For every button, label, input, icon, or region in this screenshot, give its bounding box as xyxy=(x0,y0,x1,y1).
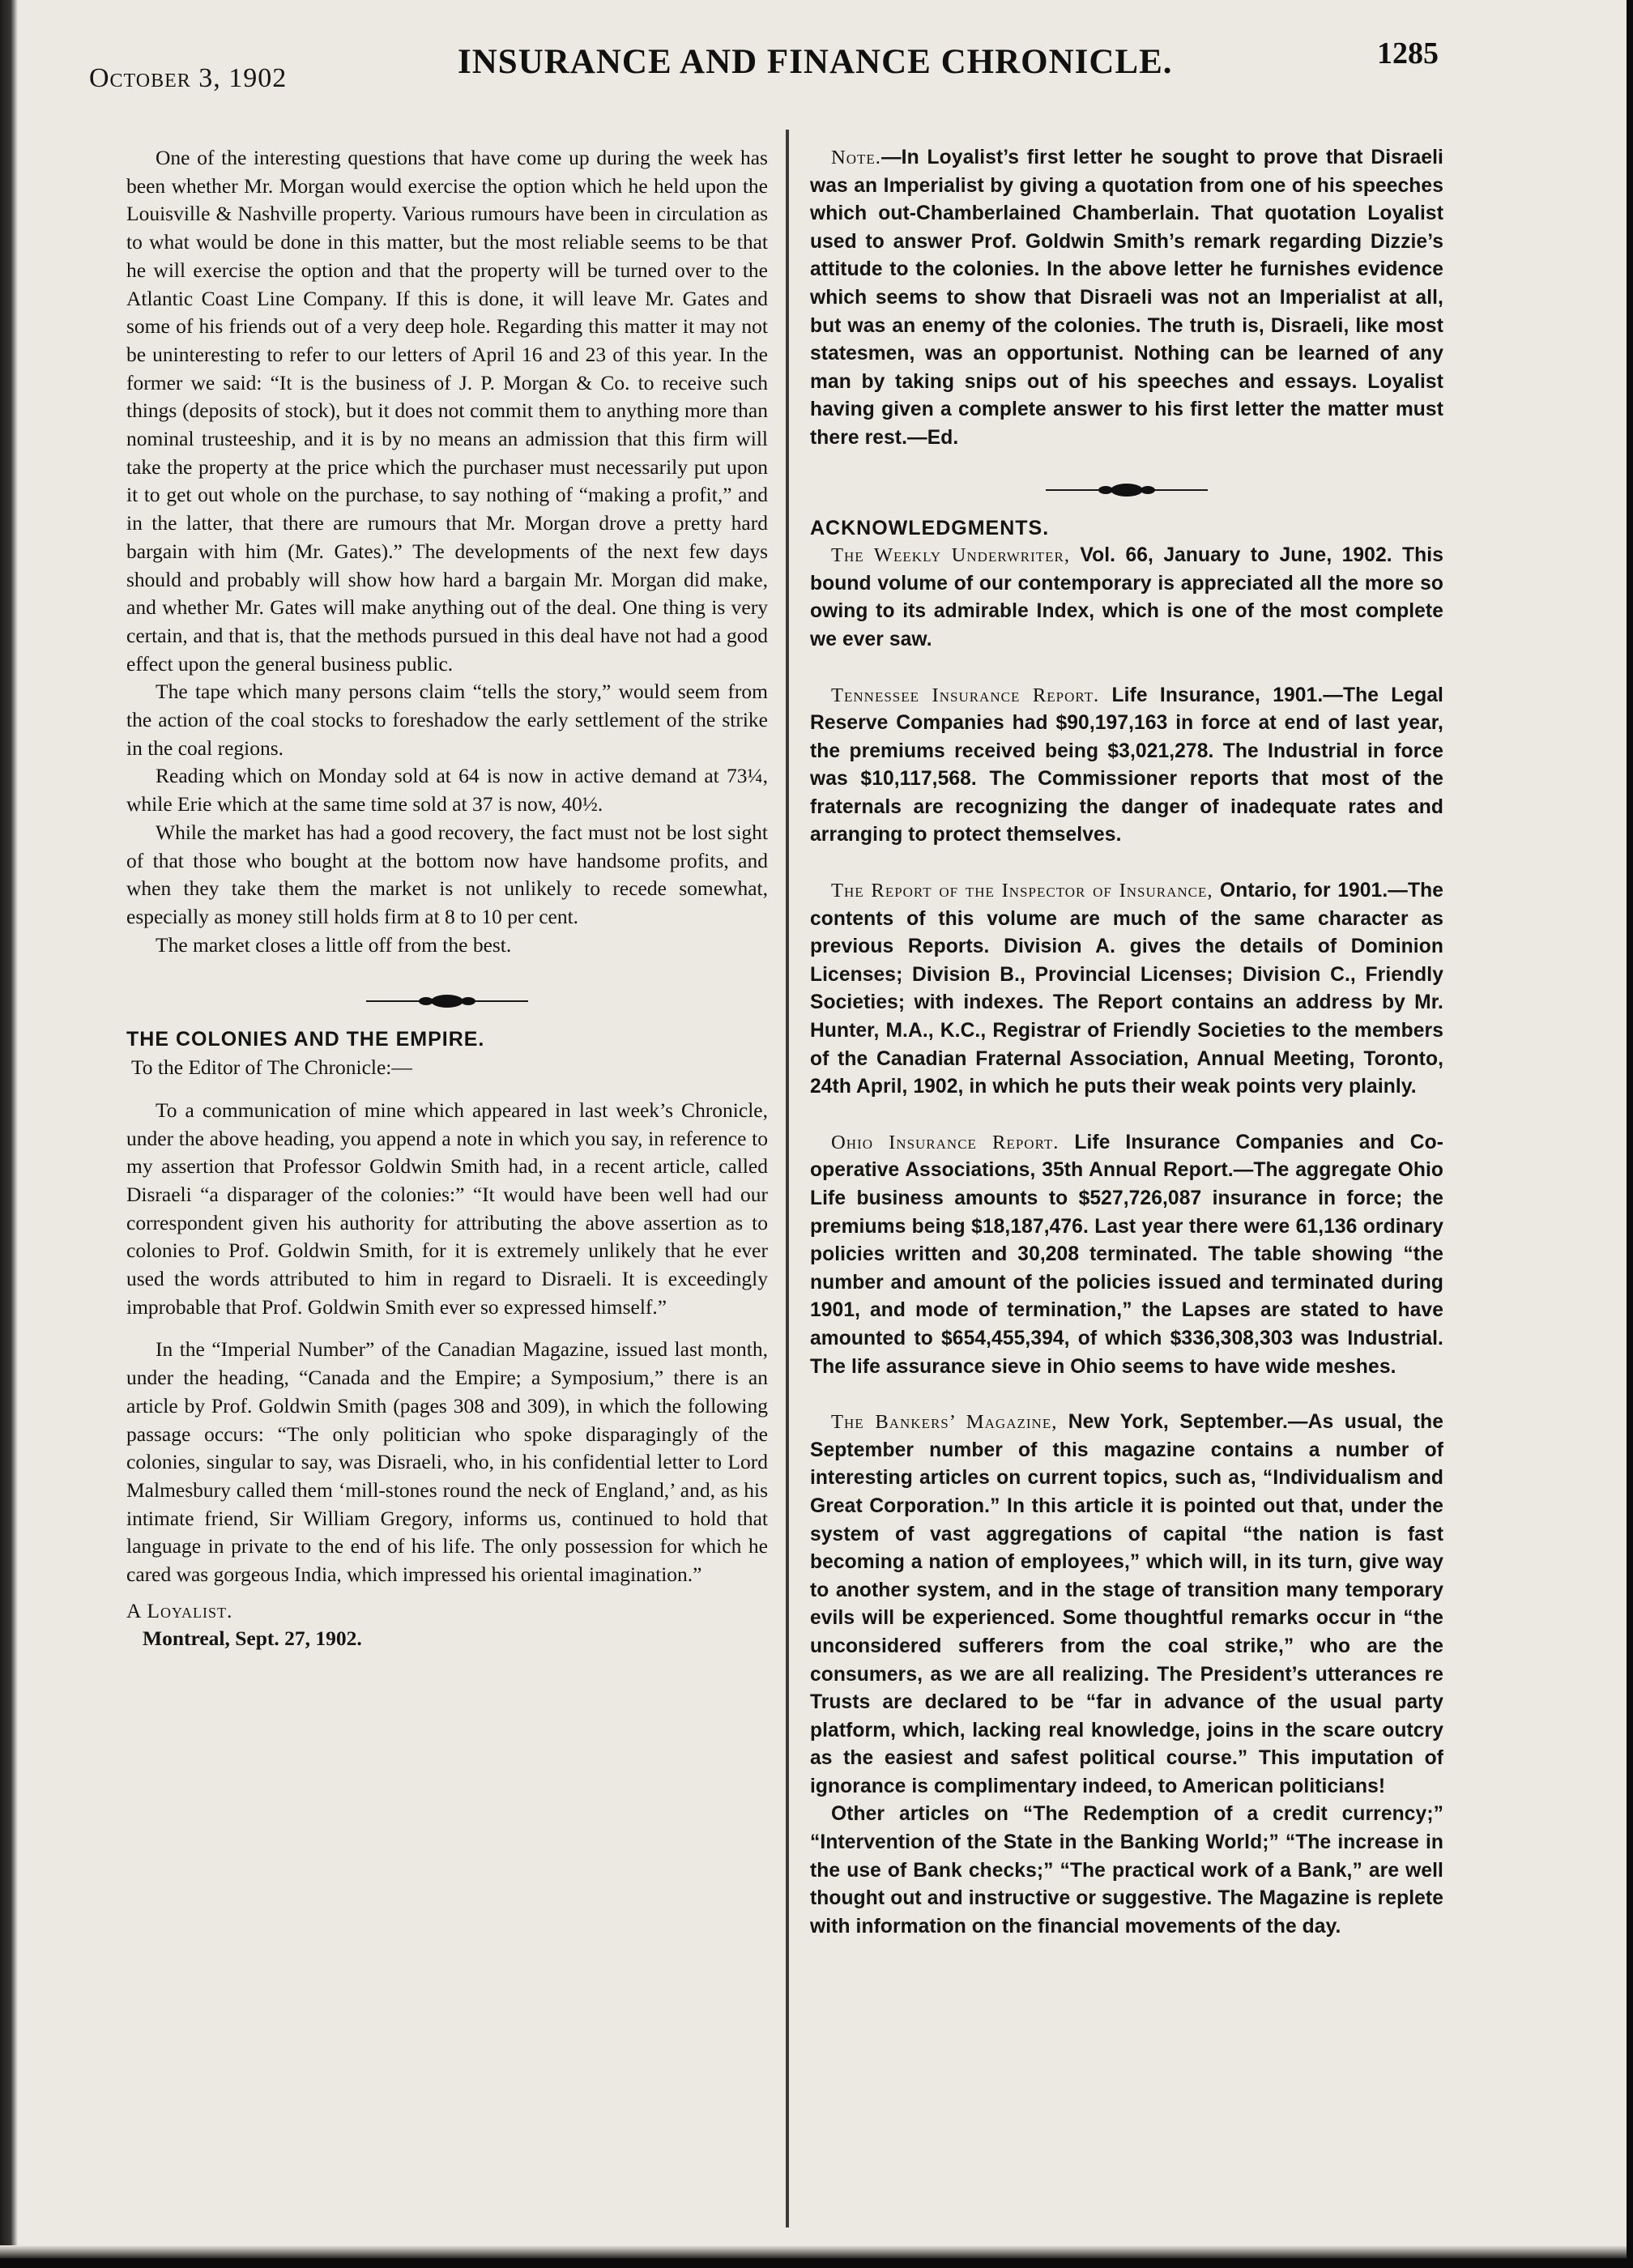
right-column xyxy=(810,144,1443,1941)
note-lead: Note. xyxy=(831,147,881,168)
market-paragraph-1: One of the interesting questions that have come up during the week has been whether Mr. Morgan would exercise the option which he held upon the Louisville & Nashville property. Various rumours have been in circulation as to what would be done in this matter, but the most reliable seems to be that he will exercise the option and that the property will be turned over to the Atlantic Coast Line Company. If this is done, it will leave Mr. Gates and some of his friends out of a very deep hole. Regarding this matter it may not be uninteresting to refer to our letters of April 16 and 23 of this year. In the former we said: “It is the business of J. P. Morgan & Co. to receive such things (deposits of stock), but it does not commit them to anything more than nominal trusteeship, and it is by no means an admission that this firm will take the property at the price which the purchaser must necessarily put upon it to get out whole on the purchase, to say nothing of “making a profit,” and in the latter, that there are rumours that Mr. Morgan drove a pretty hard bargain with him (Mr. Gates).” The developments of the next few days should and probably will show how hard a bargain Mr. Morgan did make, and whether Mr. Gates will make anything out of the deal. One thing is very certain, and that is, that the methods pursued in this deal have not had a good effect upon the general business public. xyxy=(126,146,768,676)
market-paragraph-3: Reading which on Monday sold at 64 is now in active demand at 73¼, while Erie which at the same time sold at 37 is now, 40½. xyxy=(126,764,768,816)
ack-lead: The Bankers’ Magazine, xyxy=(831,1411,1058,1434)
ack-lead: Ohio Insurance Report. xyxy=(831,1131,1060,1153)
letter-dateline: Montreal, Sept. 27, 1902. xyxy=(143,1626,362,1651)
section-title-colonies: THE COLONIES AND THE EMPIRE. xyxy=(126,1028,485,1051)
section-title-acknowledgments: ACKNOWLEDGMENTS. xyxy=(810,516,1050,539)
ack-lead: The Report of the Inspector of Insurance, xyxy=(831,880,1213,902)
ack-text: Vol. 66, January to June, 1902. This bound volume of our contemporary is appreciated all the more so owing to its admirable Index, which is one of the most complete we ever saw. xyxy=(810,544,1443,650)
ack-closing-paragraph: Other articles on “The Redemption of a credit currency;” “Intervention of the State in the Banking World;” “The increase in the use of Bank checks;” “The practical work of a Bank,” are well thought out and instructive or suggestive. The Magazine is replete with information on the financial movements of the day. xyxy=(810,1803,1443,1938)
ack-text: Life Insurance, 1901.—The Legal Reserve Companies had $90,197,163 in force at end of last year, the premiums received being $3,021,278. The Industrial in force was $10,117,568. The Commissioner reports that most of the fraternals are recognizing the danger of inadequate rates and arranging to protect themselves. xyxy=(810,684,1443,846)
column-divider xyxy=(786,130,789,2228)
market-paragraph-4: While the market has had a good recovery, the fact must not be lost sight of that those who bought at the bottom now have handsome profits, and when they take them the market is not unlikely to recede somewhat, especially as money still holds firm at 8 to 10 per cent. xyxy=(126,820,768,928)
ack-text: Life Insurance Companies and Co-operative Associations, 35th Annual Report.—The aggregate Ohio Life business amounts to $527,726,087 insurance in force; the premiums being $18,187,476. Last year there were 61,136 ordinary policies written and 30,208 terminated. The table showing “the number and amount of the policies issued and terminated during 1901, and mode of termination,” the Lapses are stated to have amounted to $654,455,394, of which $336,308,303 was Industrial. The life assurance sieve in Ohio seems to have wide meshes. xyxy=(810,1131,1443,1378)
ack-entry-ohio xyxy=(810,1129,1443,1381)
ack-text: Ontario, for 1901.—The contents of this volume are much of the same character as previous Reports. Division A. gives the details of Dominion Licenses; Division B., Provincial Licenses; Division C., Friendly Societies; with indexes. The Report contains an address by Mr. Hunter, M.A., K.C., Registrar of Friendly Societies to the members of the Canadian Fraternal Association, Annual Meeting, Toronto, 24th April, 1902, in which he puts their weak points very plainly. xyxy=(810,880,1443,1098)
header-title: INSURANCE AND FINANCE CHRONICLE. xyxy=(458,43,1173,81)
market-paragraph-2: The tape which many persons claim “tells the story,” would seem from the action of the coal stocks to foreshadow the early settlement of the strike in the coal regions. xyxy=(126,680,768,760)
header-date: October 3, 1902 xyxy=(89,63,288,93)
ack-entry-bankers-magazine xyxy=(810,1409,1443,1801)
ornament-divider-icon xyxy=(126,977,768,1025)
letter-signature: A Loyalist. xyxy=(126,1598,233,1622)
ack-entry-weekly-underwriter xyxy=(810,542,1443,654)
editor-note xyxy=(810,144,1443,453)
market-paragraph-5: The market closes a little off from the best. xyxy=(156,932,512,957)
ornament-divider-icon xyxy=(810,466,1443,514)
ack-lead: Tennessee Insurance Report. xyxy=(831,684,1100,706)
letter-paragraph-2: In the “Imperial Number” of the Canadian Magazine, issued last month, under the heading, “Canada and the Empire; a Symposium,” there is an article by Prof. Goldwin Smith (pages 308 and 309), in which the following passage occurs: “The only politician who spoke disparagingly of the colonies, singular to say, was Disraeli, who, in his confidential letter to Lord Malmesbury called them ‘mill-stones round the neck of England,’ and, as his intimate friend, Sir William Gregory, informs us, continued to hold that language in private to the end of his life. The only possession for which he cared was gorgeous India, which impressed his oriental imagination.” xyxy=(126,1337,768,1587)
note-text: —In Loyalist’s first letter he sought to prove that Disraeli was an Imperialist by giving a quotation from one of his speeches which out-Chamberlained Chamberlain. That quotation Loyalist used to answer Prof. Goldwin Smith’s remark regarding Dizzie’s attitude to the colonies. In the above letter he furnishes evidence which seems to show that Disraeli was not an Imperialist at all, but was an enemy of the colonies. The truth is, Disraeli, like most statesmen, was an opportunist. Nothing can be learned of any man by taking snips out of his speeches and essays. Loyalist having given a complete answer to his first letter the matter must there rest.—Ed. xyxy=(810,147,1443,449)
ack-entry-tennessee xyxy=(810,682,1443,850)
ack-entry-inspector xyxy=(810,877,1443,1102)
letter-paragraph-1: To a communication of mine which appeared in last week’s Chronicle, under the above heading, you append a note in which you say, in reference to my assertion that Professor Goldwin Smith had, in a recent article, called Disraeli “a disparager of the colonies:” “It would have been well had our correspondent given his authority for attributing the above assertion as to colonies to Prof. Goldwin Smith, for it is extremely unlikely that he ever used the words attributed to him in regard to Disraeli. It is exceedingly improbable that Prof. Goldwin Smith ever so expressed himself.” xyxy=(126,1098,768,1319)
ack-text: New York, September.—As usual, the September number of this magazine contains a number of interesting articles on current topics, such as, “Individualism and Great Corporation.” In this article it is pointed out that, under the system of vast aggregations of capital “the nation is fast becoming a nation of employees,” which will, in its turn, give way to another system, and in the stage of transition many temporary evils will be experienced. Some thoughtful remarks occur in “the unconsidered sufferers from the coal strike,” who are the consumers, as we are all realizing. The President’s utterances re Trusts are declared to be “far in advance of the usual party platform, which, lacking real knowledge, joins in the scare outcry as the easiest and safest political course.” This imputation of ignorance is complimentary indeed, to American politicians! xyxy=(810,1411,1443,1797)
ack-lead: The Weekly Underwriter, xyxy=(831,544,1071,567)
page-binding-shadow xyxy=(0,0,18,2258)
page-bottom-edge xyxy=(0,2245,1627,2258)
left-column xyxy=(126,144,768,1653)
page-header xyxy=(0,0,1627,122)
to-editor-line: To the Editor of The Chronicle:— xyxy=(131,1055,412,1080)
header-page-number: 1285 xyxy=(1377,36,1439,70)
